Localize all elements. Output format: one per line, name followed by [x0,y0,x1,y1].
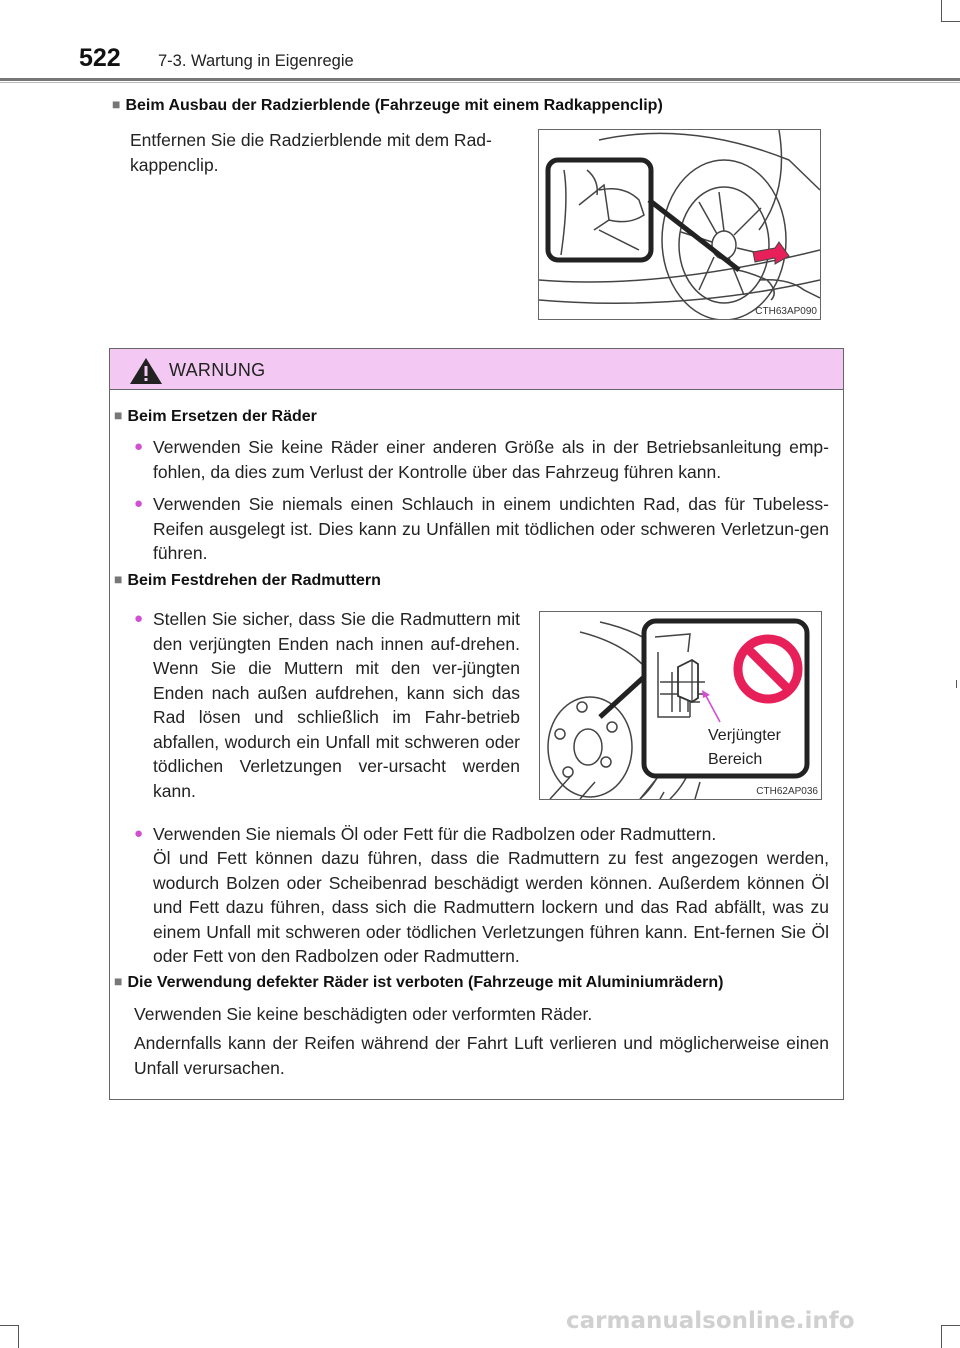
crop-mark [941,1325,942,1348]
bullet-icon: ● [134,438,144,455]
crop-mark [941,21,960,22]
square-bullet-icon: ■ [114,973,123,989]
bullet-icon: ● [134,495,144,512]
warning-bullet-text: Verwenden Sie niemals einen Schlauch in einem undichten Rad, das für Tubeless-Reifen ausgelegt ist. Dies kann zu Unfällen mit tödlichen oder schweren Verletzun-gen führen. [153,494,829,563]
warning-paragraph: Verwenden Sie keine beschädigten oder verformten Räder. [134,1004,593,1024]
header-rule [0,78,960,81]
warning-subheading-text: Beim Festdrehen der Radmuttern [127,572,381,589]
figure-code: CTH63AP090 [755,306,817,317]
warning-bullet-text: Stellen Sie sicher, dass Sie die Radmuttern mit den verjüngten Enden nach innen auf-drehen. Wenn Sie die Muttern mit den ver-jüngten Enden nach außen aufdrehen, kann sich das Rad lösen und schließlich im Fahr-betrieb abfallen, wodurch ein Unfall mit schweren oder tödlichen Verletzungen ver-ursacht werden kann. [153,609,520,801]
page-number: 522 [79,44,121,72]
crop-mark [18,1325,19,1348]
lug-nut-figure [539,611,822,800]
chapter-title: 7-3. Wartung in Eigenregie [158,52,354,70]
square-bullet-icon: ■ [114,407,123,423]
warning-title: WARNUNG [169,360,266,380]
tapered-area-label [708,724,781,772]
warning-subheading [114,408,317,426]
tapered-area-label-line1: Verjüngter [708,727,781,744]
watermark: carmanualsonline.info [566,1308,855,1334]
wheel-cover-figure [538,129,821,320]
warning-box [109,348,844,1100]
section-heading [112,97,663,115]
warning-subheading [114,974,723,992]
square-bullet-icon: ■ [114,571,123,587]
figure-code: CTH62AP036 [756,786,818,797]
square-bullet-icon: ■ [112,96,121,112]
header-rule-thin [0,82,960,83]
warning-subheading-text: Beim Ersetzen der Räder [127,408,317,425]
tapered-area-label-line2: Bereich [708,751,763,768]
crop-mark [0,1325,18,1326]
section-heading-text: Beim Ausbau der Radzierblende (Fahrzeuge mit einem Radkappenclip) [125,97,663,114]
warning-header [110,349,843,390]
warning-bullet-text: Verwenden Sie keine Räder einer anderen Größe als in der Betriebsanleitung emp-fohlen, da dies zum Verlust der Kontrolle über das Fahrzeug führen kann. [153,437,829,482]
warning-bullet-text-continued: Öl und Fett können dazu führen, dass die Radmuttern zu fest angezogen werden, wodurch Bolzen oder Scheibenrad beschädigt werden können. Außerdem können Öl und Fett dazu führen, dass sich die Radmuttern lockern und das Rad abfällt, was zu einem Unfall mit schweren oder tödlichen Verletzungen führen kann. Ent-fernen Sie Öl oder Fett von den Radbolzen oder Radmuttern. [153,848,829,966]
crop-mark [941,0,942,22]
warning-triangle-icon [129,357,163,385]
warning-subheading-text: Die Verwendung defekter Räder ist verboten (Fahrzeuge mit Aluminiumrädern) [127,974,724,991]
bullet-icon: ● [134,825,144,842]
section-text: Entfernen Sie die Radzierblende mit dem Rad-kappenclip. [130,130,492,175]
warning-subheading [114,572,381,590]
crop-mark [956,680,957,688]
bullet-icon: ● [134,610,144,627]
wheel-cover-illustration [539,130,820,319]
warning-bullet-text: Verwenden Sie niemals Öl oder Fett für die Radbolzen oder Radmuttern. [153,824,717,844]
crop-mark [941,1325,960,1326]
warning-paragraph: Andernfalls kann der Reifen während der Fahrt Luft verlieren und möglicherweise einen Unfall verursachen. [134,1033,829,1078]
